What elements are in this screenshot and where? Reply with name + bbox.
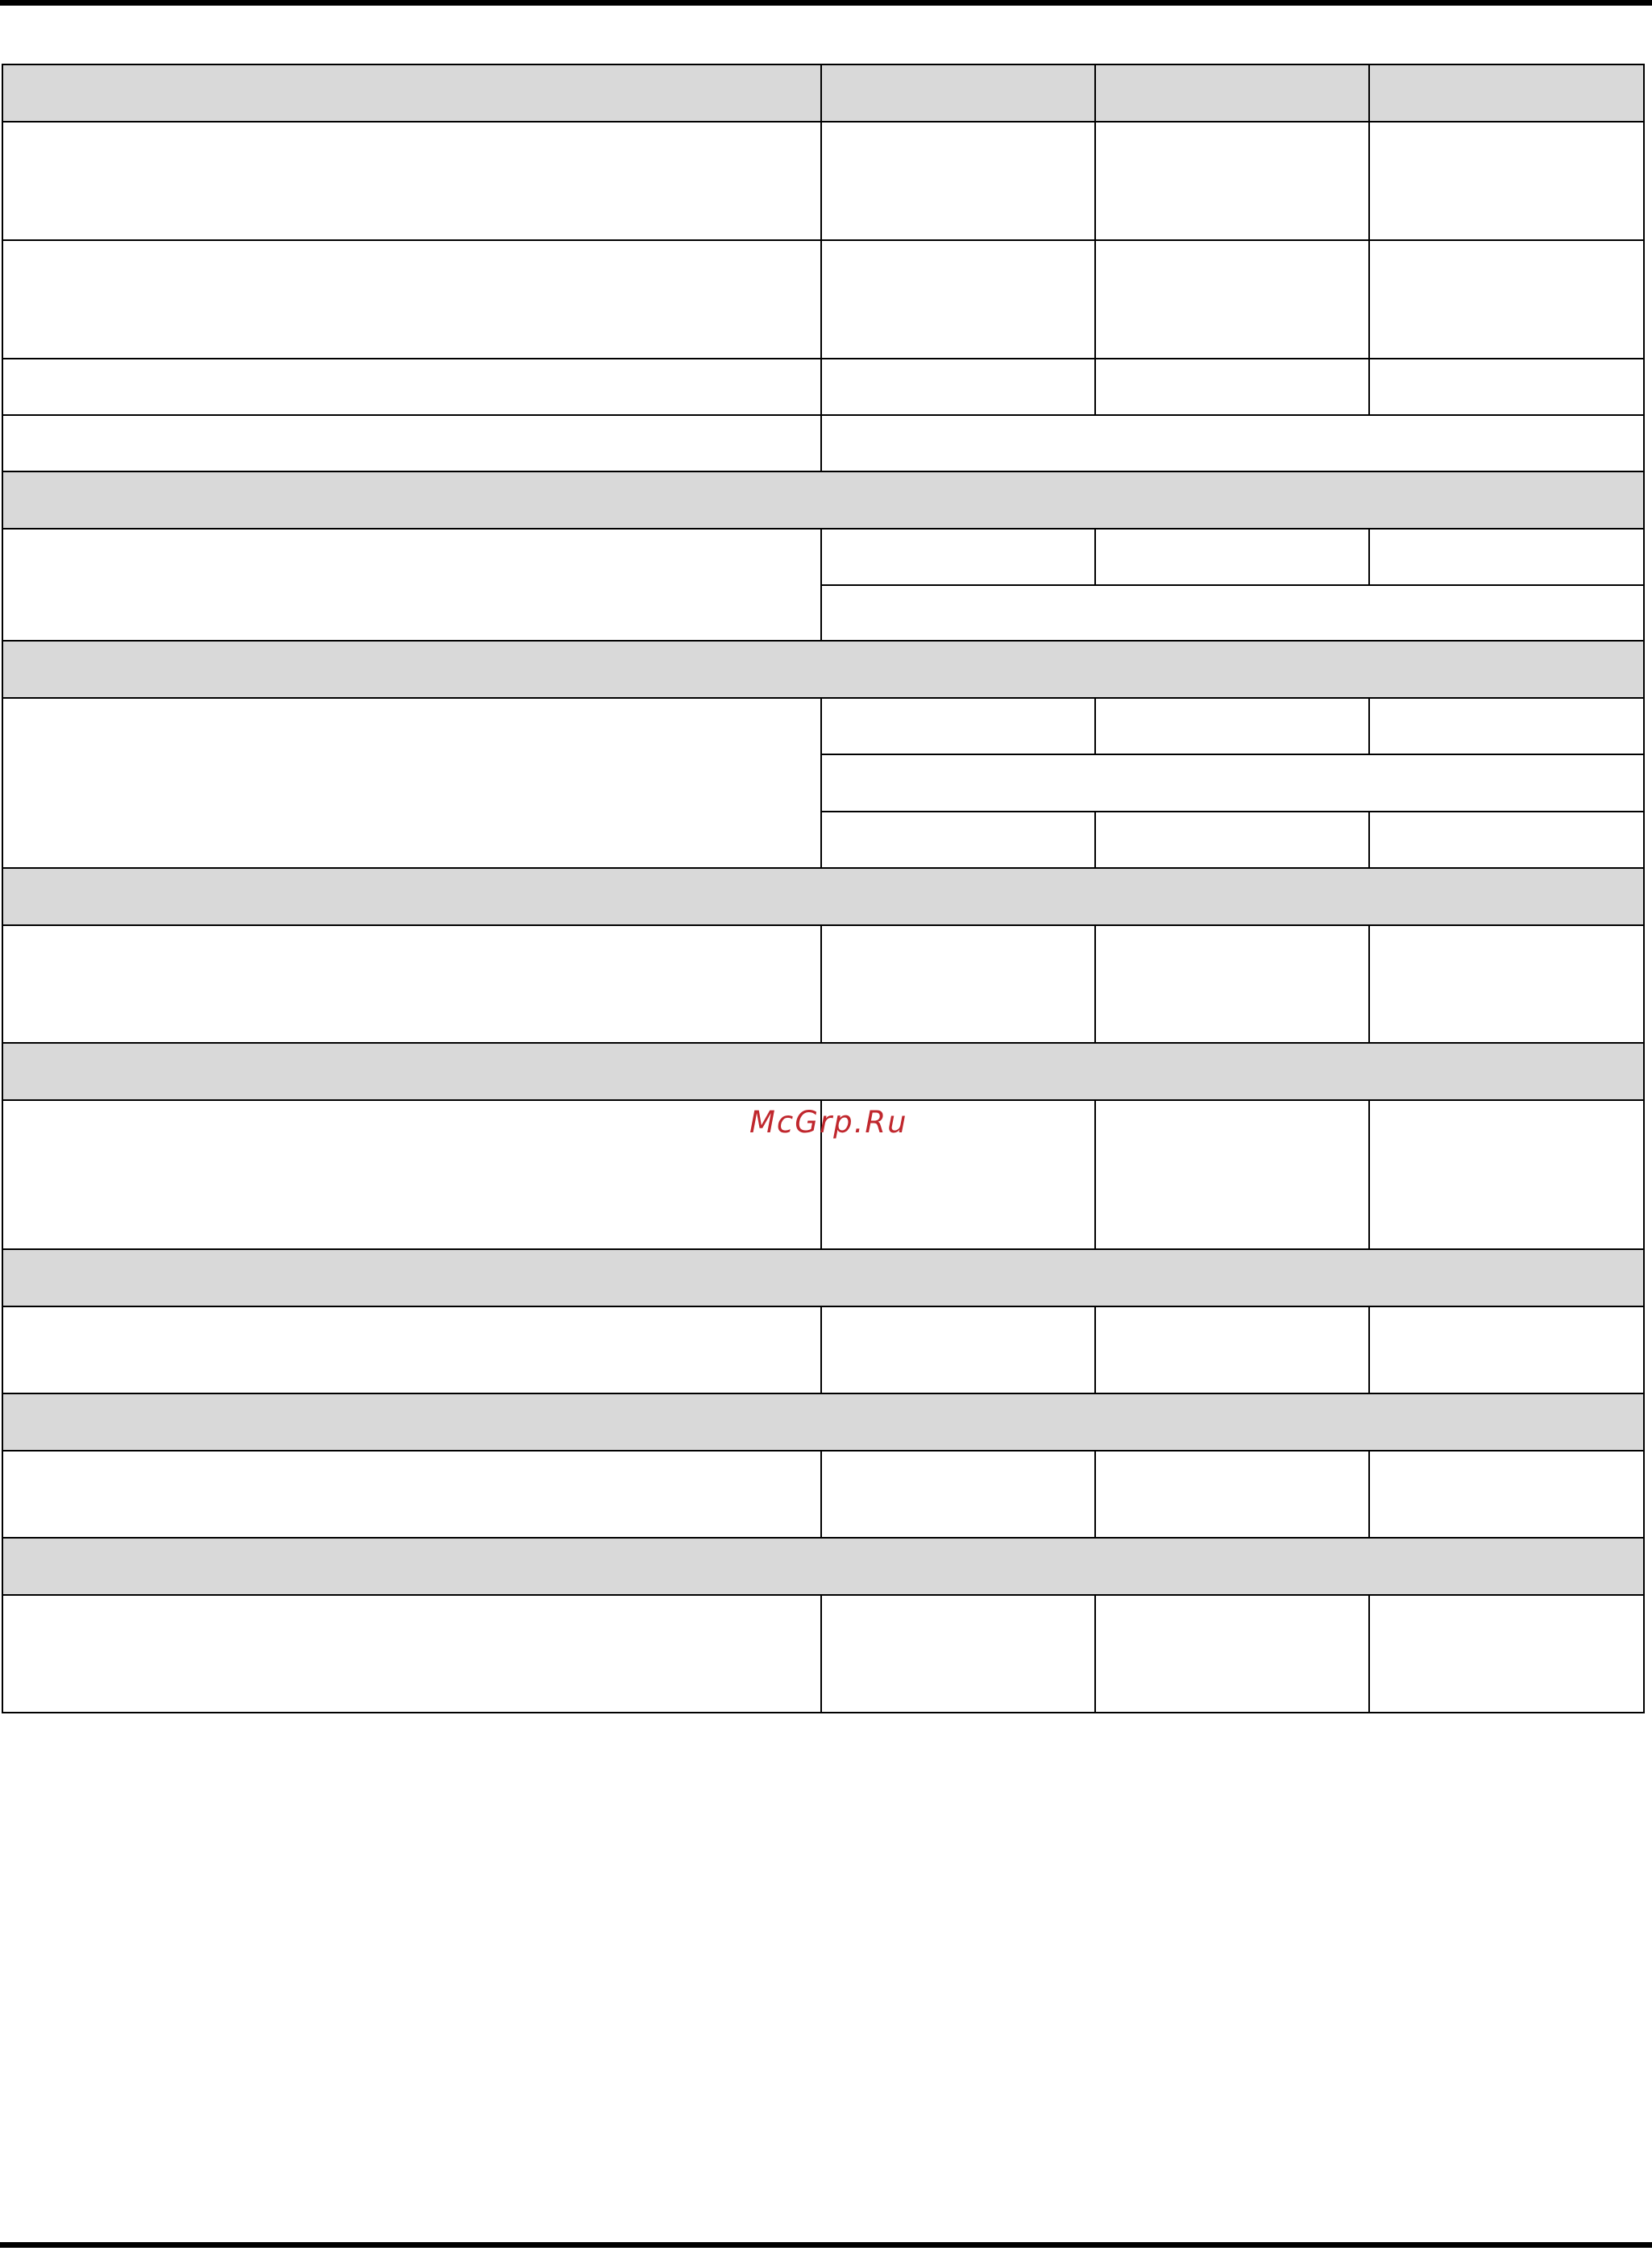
section-header-cell (2, 868, 1644, 925)
table-cell (1369, 1451, 1644, 1538)
table-cell (1095, 1100, 1369, 1249)
bottom-rule (0, 2242, 1652, 2248)
specification-table (2, 64, 1645, 1713)
table-cell-merged (821, 585, 1644, 641)
section-header-row (2, 641, 1644, 698)
section-header-row (2, 471, 1644, 529)
table-row (2, 415, 1644, 471)
table-cell (1095, 122, 1369, 240)
table-row (2, 925, 1644, 1043)
table-cell (821, 698, 1095, 754)
table-cell (821, 1306, 1095, 1393)
table-cell (1369, 240, 1644, 359)
table-row (2, 359, 1644, 415)
table-cell (821, 359, 1095, 415)
table-cell (2, 925, 821, 1043)
table-cell (1369, 64, 1644, 122)
table-cell (1095, 240, 1369, 359)
table-row (2, 1451, 1644, 1538)
table-cell (1095, 698, 1369, 754)
table-cell (1095, 64, 1369, 122)
table-cell (2, 1451, 821, 1538)
table-cell (2, 64, 821, 122)
section-header-row (2, 1249, 1644, 1306)
section-header-cell (2, 1249, 1644, 1306)
section-header-cell (2, 1393, 1644, 1451)
table-cell (821, 240, 1095, 359)
table-cell-merged (821, 754, 1644, 812)
table-cell (1369, 812, 1644, 868)
table-cell (821, 812, 1095, 868)
table-cell (2, 240, 821, 359)
table-cell (821, 1595, 1095, 1713)
section-header-row (2, 1393, 1644, 1451)
table-cell (1369, 122, 1644, 240)
table-cell (2, 415, 821, 471)
table-cell (821, 122, 1095, 240)
table-cell (1095, 812, 1369, 868)
table-cell (821, 1451, 1095, 1538)
table-cell (1369, 1306, 1644, 1393)
table-row (2, 1306, 1644, 1393)
table-row (2, 240, 1644, 359)
section-header-cell (2, 471, 1644, 529)
table-cell (2, 1100, 821, 1249)
table-header-row (2, 64, 1644, 122)
top-rule (0, 0, 1652, 6)
table-cell (1095, 1451, 1369, 1538)
table-row (2, 122, 1644, 240)
table-row (2, 1595, 1644, 1713)
section-header-cell (2, 1043, 1644, 1100)
table-cell (2, 1595, 821, 1713)
table-cell (1369, 1100, 1644, 1249)
section-header-row (2, 1043, 1644, 1100)
table-cell (1369, 529, 1644, 585)
table-cell (1095, 1595, 1369, 1713)
table-row (2, 529, 1644, 585)
table-cell (1095, 1306, 1369, 1393)
table-cell-merged (821, 415, 1644, 471)
table-cell (1095, 359, 1369, 415)
table-cell (1369, 698, 1644, 754)
table-cell (2, 359, 821, 415)
table-cell (1095, 925, 1369, 1043)
table-cell (2, 529, 821, 641)
watermark-text: McGrp.Ru (749, 1105, 908, 1140)
section-header-row (2, 868, 1644, 925)
section-header-cell (2, 641, 1644, 698)
table-cell (821, 529, 1095, 585)
table-cell (1369, 1595, 1644, 1713)
table-cell (1369, 359, 1644, 415)
section-header-row (2, 1538, 1644, 1595)
table-row (2, 698, 1644, 754)
table-cell (1369, 925, 1644, 1043)
table-cell (2, 1306, 821, 1393)
table-cell (821, 925, 1095, 1043)
table-cell (2, 698, 821, 868)
table-cell (1095, 529, 1369, 585)
table-cell (2, 122, 821, 240)
section-header-cell (2, 1538, 1644, 1595)
table-cell (821, 64, 1095, 122)
